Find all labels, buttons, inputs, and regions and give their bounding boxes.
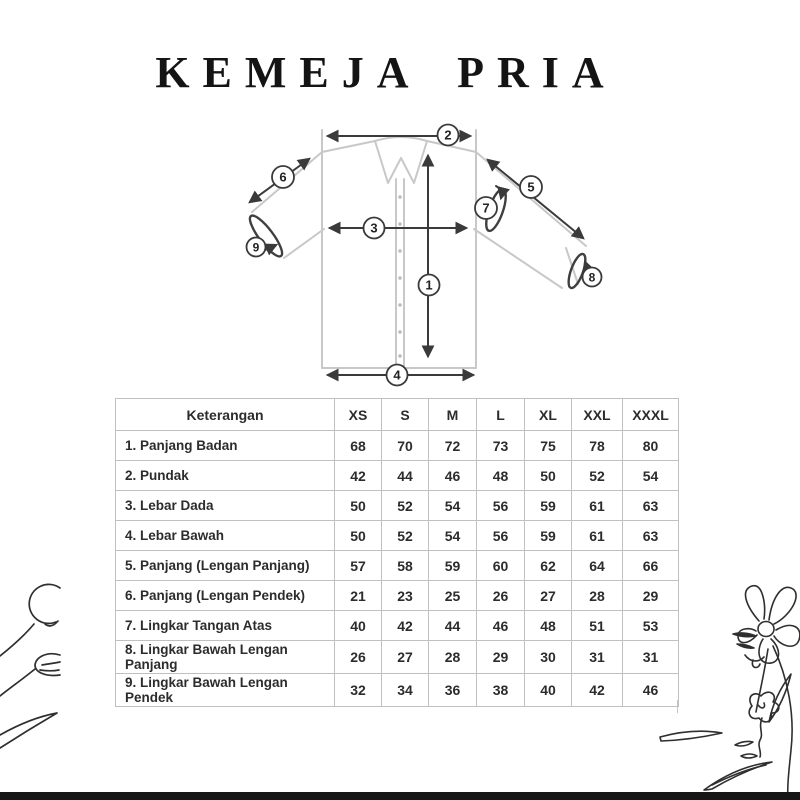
flower-doodle-right	[660, 586, 800, 800]
shirt-collar-lapel-right	[401, 141, 427, 183]
column-header-xs: XS	[335, 399, 382, 431]
column-header-xl: XL	[525, 399, 572, 431]
callout-4-label: 4	[393, 367, 401, 383]
callout-7	[475, 197, 497, 219]
size-value: 36	[429, 674, 477, 707]
size-value: 80	[623, 431, 679, 461]
size-value: 48	[525, 611, 572, 641]
shirt-shoulder-left	[322, 141, 375, 152]
measurement-label: 2. Pundak	[116, 461, 335, 491]
measurement-label: 8. Lingkar Bawah Lengan Panjang	[116, 641, 335, 674]
doodle-bud-c	[29, 584, 60, 623]
size-value: 46	[477, 611, 525, 641]
size-value: 27	[525, 581, 572, 611]
callout-8	[583, 268, 602, 287]
callout-3-label: 3	[370, 220, 378, 236]
callout-3	[364, 218, 385, 239]
size-value: 46	[429, 461, 477, 491]
column-header-s: S	[382, 399, 429, 431]
shirt-outline-drawing	[252, 127, 586, 368]
column-header-xxxl: XXXL	[623, 399, 679, 431]
column-header-l: L	[477, 399, 525, 431]
size-value: 38	[477, 674, 525, 707]
doodle-sliver-petal	[741, 754, 757, 758]
size-value: 50	[525, 461, 572, 491]
size-value: 50	[335, 521, 382, 551]
size-table	[115, 398, 679, 707]
size-value: 29	[477, 641, 525, 674]
doodle-stem-2	[0, 669, 35, 696]
callout-6-label: 6	[279, 169, 287, 185]
table-row	[116, 581, 679, 611]
doodle-squiggle	[745, 655, 764, 661]
callout-7-label: 7	[482, 200, 490, 216]
size-value: 34	[382, 674, 429, 707]
table-row	[116, 551, 679, 581]
measurement-label: 4. Lebar Bawah	[116, 521, 335, 551]
doodle-flower-center	[758, 622, 774, 637]
table-row	[116, 431, 679, 461]
size-value: 21	[335, 581, 382, 611]
measurement-label: 1. Panjang Badan	[116, 431, 335, 461]
size-value: 29	[623, 581, 679, 611]
callout-9-label: 9	[252, 240, 260, 255]
size-value: 72	[429, 431, 477, 461]
page-title: KEMEJA PRIA	[155, 48, 617, 97]
callout-6	[272, 166, 294, 188]
size-value: 54	[429, 521, 477, 551]
diagram-callouts	[247, 125, 602, 386]
doodle-cluster-inner	[758, 703, 765, 708]
doodle-stem-1	[0, 624, 34, 656]
column-header-xxl: XXL	[572, 399, 623, 431]
flower-doodle-left	[0, 584, 60, 748]
size-value: 59	[525, 491, 572, 521]
doodle-petal	[769, 587, 796, 624]
size-value: 61	[572, 491, 623, 521]
size-value: 63	[623, 491, 679, 521]
shirt-sleeve-left-underarm	[284, 229, 324, 258]
table-row	[116, 641, 679, 674]
callout-2	[438, 125, 459, 146]
size-value: 42	[335, 461, 382, 491]
bottom-bar	[0, 792, 800, 800]
doodle-leaf	[0, 713, 57, 748]
measurement-label: 5. Panjang (Lengan Panjang)	[116, 551, 335, 581]
size-value: 25	[429, 581, 477, 611]
size-value: 62	[525, 551, 572, 581]
table-row	[116, 491, 679, 521]
callout-5	[520, 176, 542, 198]
size-value: 44	[382, 461, 429, 491]
size-value: 42	[382, 611, 429, 641]
table-right-border-extension	[677, 700, 678, 713]
measurement-label: 7. Lingkar Tangan Atas	[116, 611, 335, 641]
size-value: 58	[382, 551, 429, 581]
arrow-long-sleeve-length	[488, 160, 583, 238]
size-value: 53	[623, 611, 679, 641]
size-value: 54	[623, 461, 679, 491]
doodle-main-stem	[773, 646, 792, 800]
size-value: 78	[572, 431, 623, 461]
size-value: 63	[623, 521, 679, 551]
size-value: 31	[572, 641, 623, 674]
size-value: 54	[429, 491, 477, 521]
size-value: 26	[335, 641, 382, 674]
measure-arrows	[250, 136, 589, 375]
size-value: 46	[623, 674, 679, 707]
size-value: 44	[429, 611, 477, 641]
table-row	[116, 611, 679, 641]
size-value: 26	[477, 581, 525, 611]
doodle-petal	[746, 586, 765, 621]
table-header-row	[116, 399, 679, 431]
size-value: 52	[382, 521, 429, 551]
table-row	[116, 521, 679, 551]
shirt-collar-lapel-left	[375, 141, 401, 183]
size-value: 48	[477, 461, 525, 491]
doodle-petal	[774, 625, 800, 646]
measurement-label: 6. Panjang (Lengan Pendek)	[116, 581, 335, 611]
doodle-sliver-leaf	[737, 644, 754, 648]
size-value: 70	[382, 431, 429, 461]
size-value: 59	[429, 551, 477, 581]
size-value: 40	[335, 611, 382, 641]
shirt-placket	[396, 179, 404, 368]
size-value: 64	[572, 551, 623, 581]
size-value: 61	[572, 521, 623, 551]
size-value: 27	[382, 641, 429, 674]
size-value: 42	[572, 674, 623, 707]
callout-1	[419, 275, 440, 296]
size-value: 66	[623, 551, 679, 581]
shirt-sleeve-right-bottom	[474, 229, 562, 288]
size-value: 28	[572, 581, 623, 611]
measure-ellipses	[245, 187, 588, 290]
shirt-buttons	[398, 195, 402, 358]
doodle-long-leaf	[769, 674, 791, 722]
size-value: 52	[382, 491, 429, 521]
size-value: 59	[525, 521, 572, 551]
column-header-keterangan: Keterangan	[116, 399, 335, 431]
column-header-m: M	[429, 399, 477, 431]
size-value: 68	[335, 431, 382, 461]
size-value: 75	[525, 431, 572, 461]
doodle-cluster-tail	[759, 718, 762, 757]
doodle-bud-cup-inner	[40, 662, 60, 671]
callout-1-label: 1	[425, 277, 433, 293]
callout-2-label: 2	[444, 127, 452, 143]
measurement-label: 3. Lebar Dada	[116, 491, 335, 521]
table-row	[116, 674, 679, 707]
size-value: 73	[477, 431, 525, 461]
doodle-sliver-petal	[735, 741, 753, 746]
callout-8-label: 8	[588, 270, 596, 285]
doodle-sliver-leaf	[733, 633, 756, 637]
size-value: 51	[572, 611, 623, 641]
shirt-collar-top	[375, 137, 427, 141]
table-row	[116, 461, 679, 491]
callout-4	[387, 365, 408, 386]
size-value: 60	[477, 551, 525, 581]
size-value: 31	[623, 641, 679, 674]
size-value: 56	[477, 491, 525, 521]
size-value: 30	[525, 641, 572, 674]
size-value: 32	[335, 674, 382, 707]
size-value: 40	[525, 674, 572, 707]
size-value: 50	[335, 491, 382, 521]
doodle-blade-leaf	[660, 731, 722, 741]
size-value: 56	[477, 521, 525, 551]
size-value: 52	[572, 461, 623, 491]
size-value: 57	[335, 551, 382, 581]
size-value: 28	[429, 641, 477, 674]
measurement-label: 9. Lingkar Bawah Lengan Pendek	[116, 674, 335, 707]
size-value: 23	[382, 581, 429, 611]
callout-9	[247, 238, 266, 257]
callout-5-label: 5	[527, 179, 535, 195]
